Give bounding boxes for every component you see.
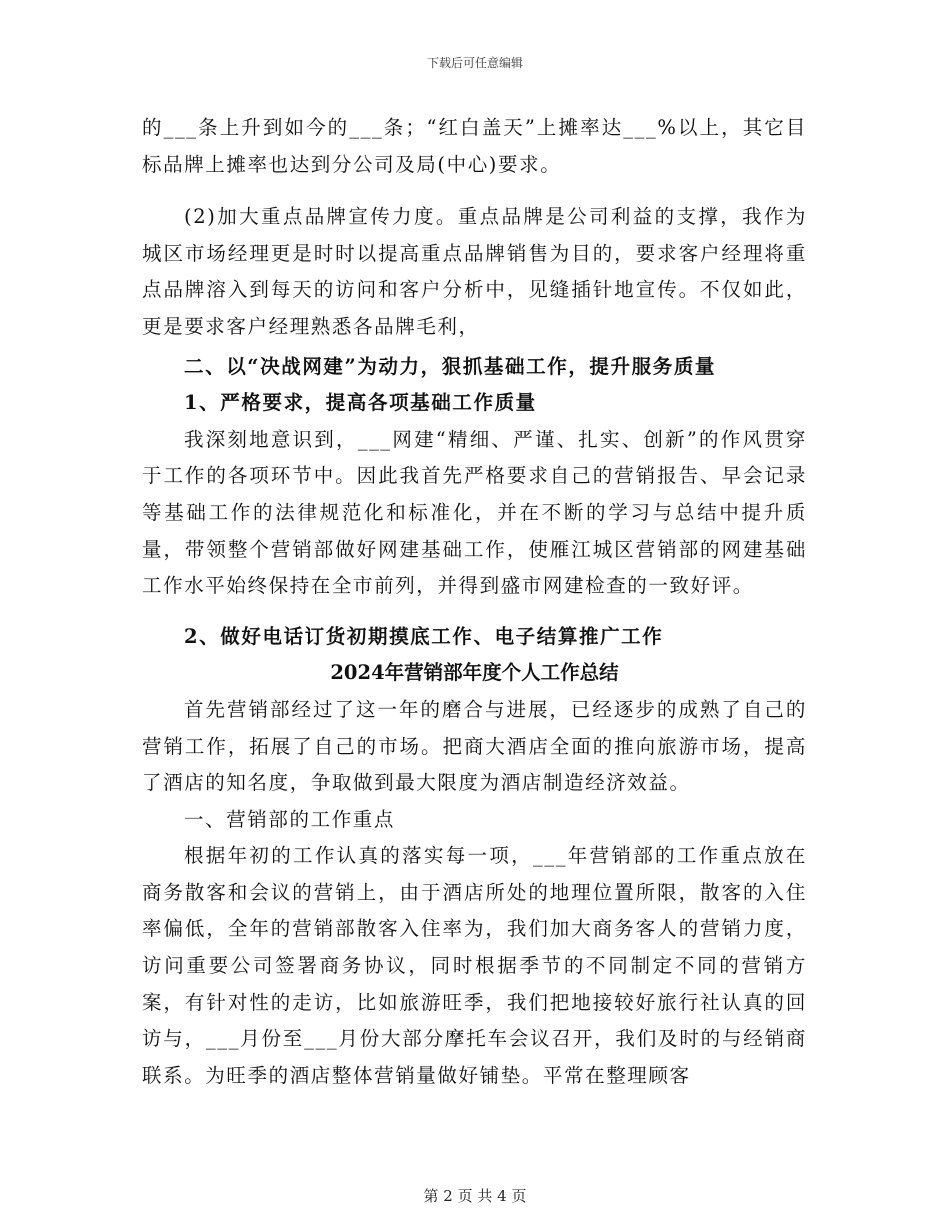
paragraph-2: (2)加大重点品牌宣传力度。重点品牌是公司利益的支撑，我作为城区市场经理更是时时以提高重点品牌销售为目的，要求客户经理将重点品牌溶入到每天的访问和客户分析中，见缝插针地宣传。不仅如此，更是要求客户经理熟悉各品牌毛利， [142,205,807,338]
section-heading-1: 一、营销部的工作重点 [184,807,396,831]
section-heading-2: 二、以“决战网建”为动力，狠抓基础工作，提升服务质量 [184,354,717,378]
subsection-heading-2: 2、做好电话订货初期摸底工作、电子结算推广工作 [184,624,664,648]
document-title: 2024年营销部年度个人工作总结 [330,661,619,685]
subsection-heading-1: 1、严格要求，提高各项基础工作质量 [184,391,537,415]
paragraph-3: 我深刻地意识到，___网建“精细、严谨、扎实、创新”的作风贯穿于工作的各项环节中。因此我首先严格要求自己的营销报告、早会记录等基础工作的法律规范化和标准化，并在不断的学习与总结中提升质量，带领整个营销部做好网建基础工作，使雁江城区营销部的网建基础工作水平始终保持在全市前列，并得到盛市网建检查的一致好评。 [142,427,807,598]
document-body [142,110,807,1094]
paragraph-1: 的___条上升到如今的___条；“红白盖天”上摊率达___%以上，其它目标品牌上摊率也达到分公司及局(中心)要求。 [142,116,807,176]
paragraph-4: 首先营销部经过了这一年的磨合与进展，已经逐步的成熟了自己的营销工作，拓展了自己的市场。把商大酒店全面的推向旅游市场，提高了酒店的知名度，争取做到最大限度为酒店制造经济效益。 [142,697,807,795]
page-footer: 第 2 页 共 4 页 [423,1187,527,1205]
paragraph-5: 根据年初的工作认真的落实每一项，___年营销部的工作重点放在商务散客和会议的营销上，由于酒店所处的地理位置所限，散客的入住率偏低，全年的营销部散客入住率为，我们加大商务客人的营销力度，访问重要公司签署商务协议，同时根据季节的不同制定不同的营销方案，有针对性的走访，比如旅游旺季，我们把地接较好旅行社认真的回访与，___月份至___月份大部分摩托车会议召开，我们及时的与经销商联系。为旺季的酒店整体营销量做好铺垫。平常在整理顾客 [142,844,807,1087]
page-header: 下载后可任意编辑 [426,56,523,70]
